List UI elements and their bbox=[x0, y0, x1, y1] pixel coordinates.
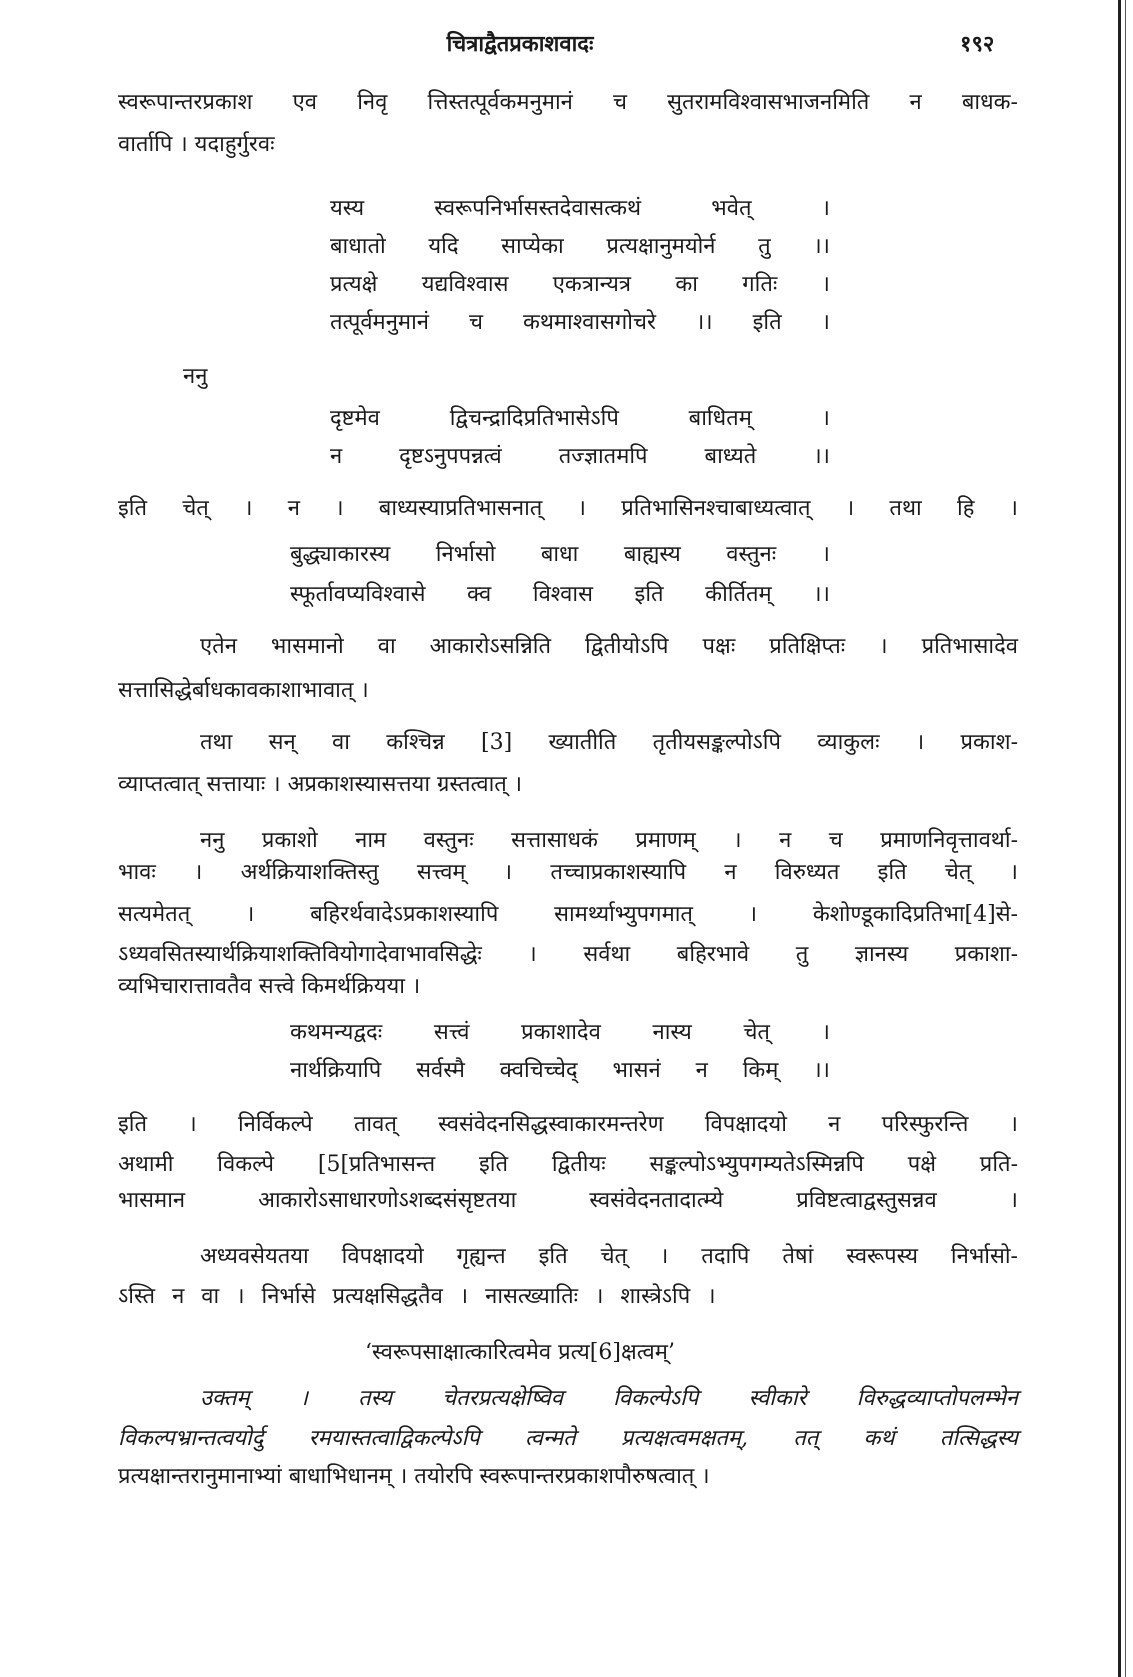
verse-line: न दृष्टऽनुपपन्नत्वं तज्ज्ञातमपि बाध्यते ।। bbox=[330, 444, 830, 469]
verse-line: नार्थक्रियापि सर्वस्मै क्वचिच्चेद् भासनं न किम् ।। bbox=[290, 1058, 830, 1083]
verse-line: कथमन्यद्वदः सत्त्वं प्रकाशादेव नास्य चेत् । bbox=[290, 1020, 830, 1045]
text-line: एतेन भासमानो वा आकारोऽसन्निति द्वितीयोऽपि पक्षः प्रतिक्षिप्तः । प्रतिभासादेव bbox=[200, 634, 1018, 659]
text-line: स्वरूपान्तरप्रकाश एव निवृ त्तिस्तत्पूर्वकमनुमानं च सुतरामविश्वासभाजनमिति न बाधक- bbox=[118, 90, 1018, 115]
text-line: वार्तापि । यदाहुर्गुरवः bbox=[118, 132, 275, 157]
verse-line: प्रत्यक्षे यद्यविश्वास एकत्रान्यत्र का गतिः । bbox=[330, 272, 830, 297]
text-line: व्यभिचारात्तावतैव सत्त्वे किमर्थक्रियया । bbox=[118, 974, 421, 999]
verse-line: यस्य स्वरूपनिर्भासस्तदेवासत्कथं भवेत् । bbox=[330, 196, 830, 221]
text-line: सत्यमेतत् । बहिरर्थवादेऽप्रकाशस्यापि सामर्थ्याभ्युपगमात् । केशोण्डूकादिप्रतिभा[4]से- bbox=[118, 902, 1018, 927]
page-edge-rule-thin bbox=[1125, 0, 1126, 1677]
verse-line: बुद्ध्याकारस्य निर्भासो बाधा बाह्यस्य वस्तुनः । bbox=[290, 542, 830, 567]
text-line: तथा सन् वा कश्चिन्न [3] ख्यातीति तृतीयसङ्कल्पोऽपि व्याकुलः । प्रकाश- bbox=[200, 730, 1018, 755]
text-line: सत्तासिद्धेर्बाधकावकाशाभावात् । bbox=[118, 678, 369, 703]
page-number: १९२ bbox=[960, 31, 995, 57]
verse-line: स्फूर्तावप्यविश्वासे क्व विश्वास इति कीर्तितम् ।। bbox=[290, 582, 830, 607]
verse-line: तत्पूर्वमनुमानं च कथमाश्वासगोचरे ।। इति । bbox=[330, 310, 830, 335]
text-line: प्रत्यक्षान्तरानुमानाभ्यां बाधाभिधानम् । तयोरपि स्वरूपान्तरप्रकाशपौरुषत्वात् । bbox=[118, 1464, 710, 1489]
text-line: व्याप्तत्वात् सत्तायाः । अप्रकाशस्यासत्तया ग्रस्तत्वात् । bbox=[118, 772, 523, 797]
text-line: विकल्पभ्रान्तत्वयोर्दु रमयास्तत्वाद्विकल्पेऽपि त्वन्मते प्रत्यक्षत्वमक्षतम्, तत् कथं तत्सिद्धस्य bbox=[118, 1426, 1018, 1451]
text-line: भावः । अर्थक्रियाशक्तिस्तु सत्त्वम् । तच्चाप्रकाशस्यापि न विरुध्यत इति चेत् । bbox=[118, 860, 1018, 885]
text-line: अध्यवसेयतया विपक्षादयो गृह्यन्त इति चेत् । तदापि तेषां स्वरूपस्य निर्भासो- bbox=[200, 1244, 1018, 1269]
text-line: इति । निर्विकल्पे तावत् स्वसंवेदनसिद्धस्वाकारमन्तरेण विपक्षादयो न परिस्फुरन्ति । bbox=[118, 1112, 1018, 1137]
verse-line: दृष्टमेव द्विचन्द्रादिप्रतिभासेऽपि बाधितम् । bbox=[330, 406, 830, 431]
text-line: उक्तम् । तस्य चेतरप्रत्यक्षेष्विव विकल्पेऽपि स्वीकारे विरुद्धव्याप्तोपलम्भेन bbox=[200, 1386, 1018, 1411]
text-line: ऽध्यवसितस्यार्थक्रियाशक्तिवियोगादेवाभावसिद्धेः । सर्वथा बहिरभावे तु ज्ञानस्य प्रकाशा- bbox=[118, 942, 1018, 967]
verse-line: बाधातो यदि साप्येका प्रत्यक्षानुमयोर्न तु ।। bbox=[330, 234, 830, 259]
text-line: ननु प्रकाशो नाम वस्तुनः सत्तासाधकं प्रमाणम् । न च प्रमाणनिवृत्तावर्था- bbox=[200, 828, 1018, 853]
text-line: ऽस्ति न वा । निर्भासे प्रत्यक्षसिद्धतैव । नासत्ख्यातिः । शास्त्रेऽपि । bbox=[118, 1284, 716, 1309]
page-edge-rule bbox=[1118, 0, 1121, 1677]
quoted-definition: ‘स्वरूपसाक्षात्कारित्वमेव प्रत्य[6]क्षत्वम्’ bbox=[365, 1340, 675, 1365]
text-line: अथामी विकल्पे [5[प्रतिभासन्त इति द्वितीयः सङ्कल्पोऽभ्युपगम्यतेऽस्मिन्नपि पक्षे प्रति- bbox=[118, 1152, 1018, 1177]
running-header-title: चित्राद्वैतप्रकाशवादः bbox=[446, 31, 594, 57]
text-line: भासमान आकारोऽसाधारणोऽशब्दसंसृष्टतया स्वसंवेदनतादात्म्ये प्रविष्टत्वाद्वस्तुसन्नव । bbox=[118, 1188, 1018, 1213]
text-line: इति चेत् । न । बाध्यस्याप्रतिभासनात् । प्रतिभासिनश्चाबाध्यत्वात् । तथा हि । bbox=[118, 496, 1018, 521]
text-line: ननु bbox=[183, 364, 208, 389]
